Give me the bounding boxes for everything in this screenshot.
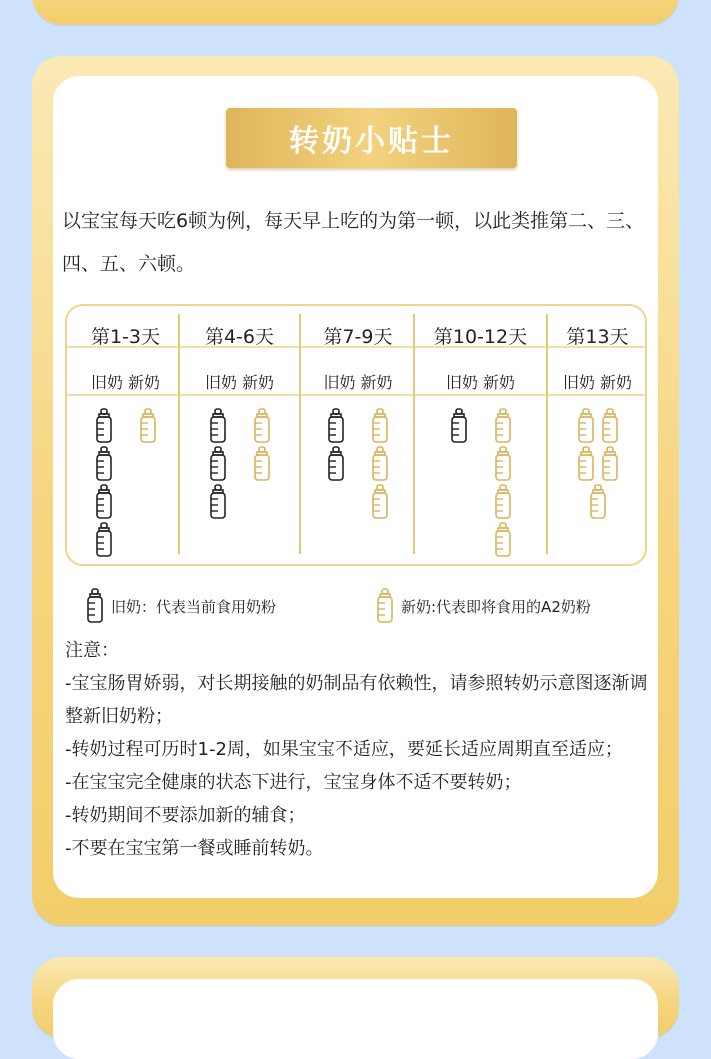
milk-type-labels: 旧奶 新奶 <box>445 373 516 392</box>
transition-schedule-table <box>65 304 647 566</box>
period-label: 第4-6天 <box>204 326 275 348</box>
milk-type-labels: 旧奶 新奶 <box>323 373 393 392</box>
old-bottle-icon <box>208 484 228 520</box>
new-bottle-icon <box>493 446 513 482</box>
period-label: 第1-3天 <box>90 326 161 348</box>
legend-old <box>85 586 276 626</box>
new-bottle-icon <box>375 588 395 624</box>
next-card <box>53 979 658 1059</box>
subheader-divider <box>67 394 645 396</box>
new-bottle-icon <box>370 484 390 520</box>
new-bottle-icon <box>493 522 513 558</box>
tips-card <box>53 76 658 898</box>
column-divider <box>413 314 415 554</box>
new-bottle-icon <box>370 408 390 444</box>
new-bottle-icon <box>493 484 513 520</box>
milk-type-labels: 旧奶 新奶 <box>562 373 633 392</box>
tips-card-frame <box>32 56 679 925</box>
period-label: 第10-12天 <box>433 326 528 348</box>
old-bottle-icon <box>449 408 469 444</box>
old-bottle-icon <box>326 408 346 444</box>
period-label: 第7-9天 <box>323 326 393 348</box>
legend-old-text: 旧奶：代表当前食用奶粉 <box>111 597 277 616</box>
old-bottle-icon <box>326 446 346 482</box>
column-divider <box>299 314 301 554</box>
column-divider <box>546 314 548 554</box>
note-item: -宝宝肠胃娇弱，对长期接触的奶制品有依赖性，请参照转奶示意图逐渐调整新旧奶粉； <box>65 673 648 727</box>
next-card-edge <box>32 957 679 1037</box>
new-bottle-icon <box>600 408 620 444</box>
new-bottle-icon <box>576 408 596 444</box>
legend-new <box>375 586 591 626</box>
milk-type-labels: 旧奶 新奶 <box>90 373 161 392</box>
legend-new-text: 新奶:代表即将食用的A2奶粉 <box>401 597 591 616</box>
milk-type-labels: 旧奶 新奶 <box>204 373 275 392</box>
old-bottle-icon <box>94 408 114 444</box>
new-bottle-icon <box>252 446 272 482</box>
old-bottle-icon <box>94 522 114 558</box>
note-item: -转奶过程可历时1-2周，如果宝宝不适应，要延长适应周期直至适应； <box>65 739 623 760</box>
column-divider <box>178 314 180 554</box>
old-bottle-icon <box>208 408 228 444</box>
note-item: -不要在宝宝第一餐或睡前转奶。 <box>65 838 324 859</box>
new-bottle-icon <box>370 446 390 482</box>
intro-text: 以宝宝每天吃6顿为例，每天早上吃的为第一顿，以此类推第二、三、四、五、六顿。 <box>62 210 645 275</box>
card-title: 转奶小贴士 <box>226 108 517 168</box>
new-bottle-icon <box>588 484 608 520</box>
notes-heading: 注意： <box>65 640 119 661</box>
new-bottle-icon <box>493 408 513 444</box>
new-bottle-icon <box>252 408 272 444</box>
new-bottle-icon <box>576 446 596 482</box>
old-bottle-icon <box>94 484 114 520</box>
notes-section <box>65 634 661 865</box>
note-item: -转奶期间不要添加新的辅食； <box>65 805 306 826</box>
old-bottle-icon <box>208 446 228 482</box>
previous-card-edge <box>32 0 679 24</box>
old-bottle-icon <box>94 446 114 482</box>
new-bottle-icon <box>600 446 620 482</box>
period-label: 第13天 <box>566 326 629 348</box>
note-item: -在宝宝完全健康的状态下进行，宝宝身体不适不要转奶； <box>65 772 522 793</box>
new-bottle-icon <box>138 408 158 444</box>
old-bottle-icon <box>85 588 105 624</box>
